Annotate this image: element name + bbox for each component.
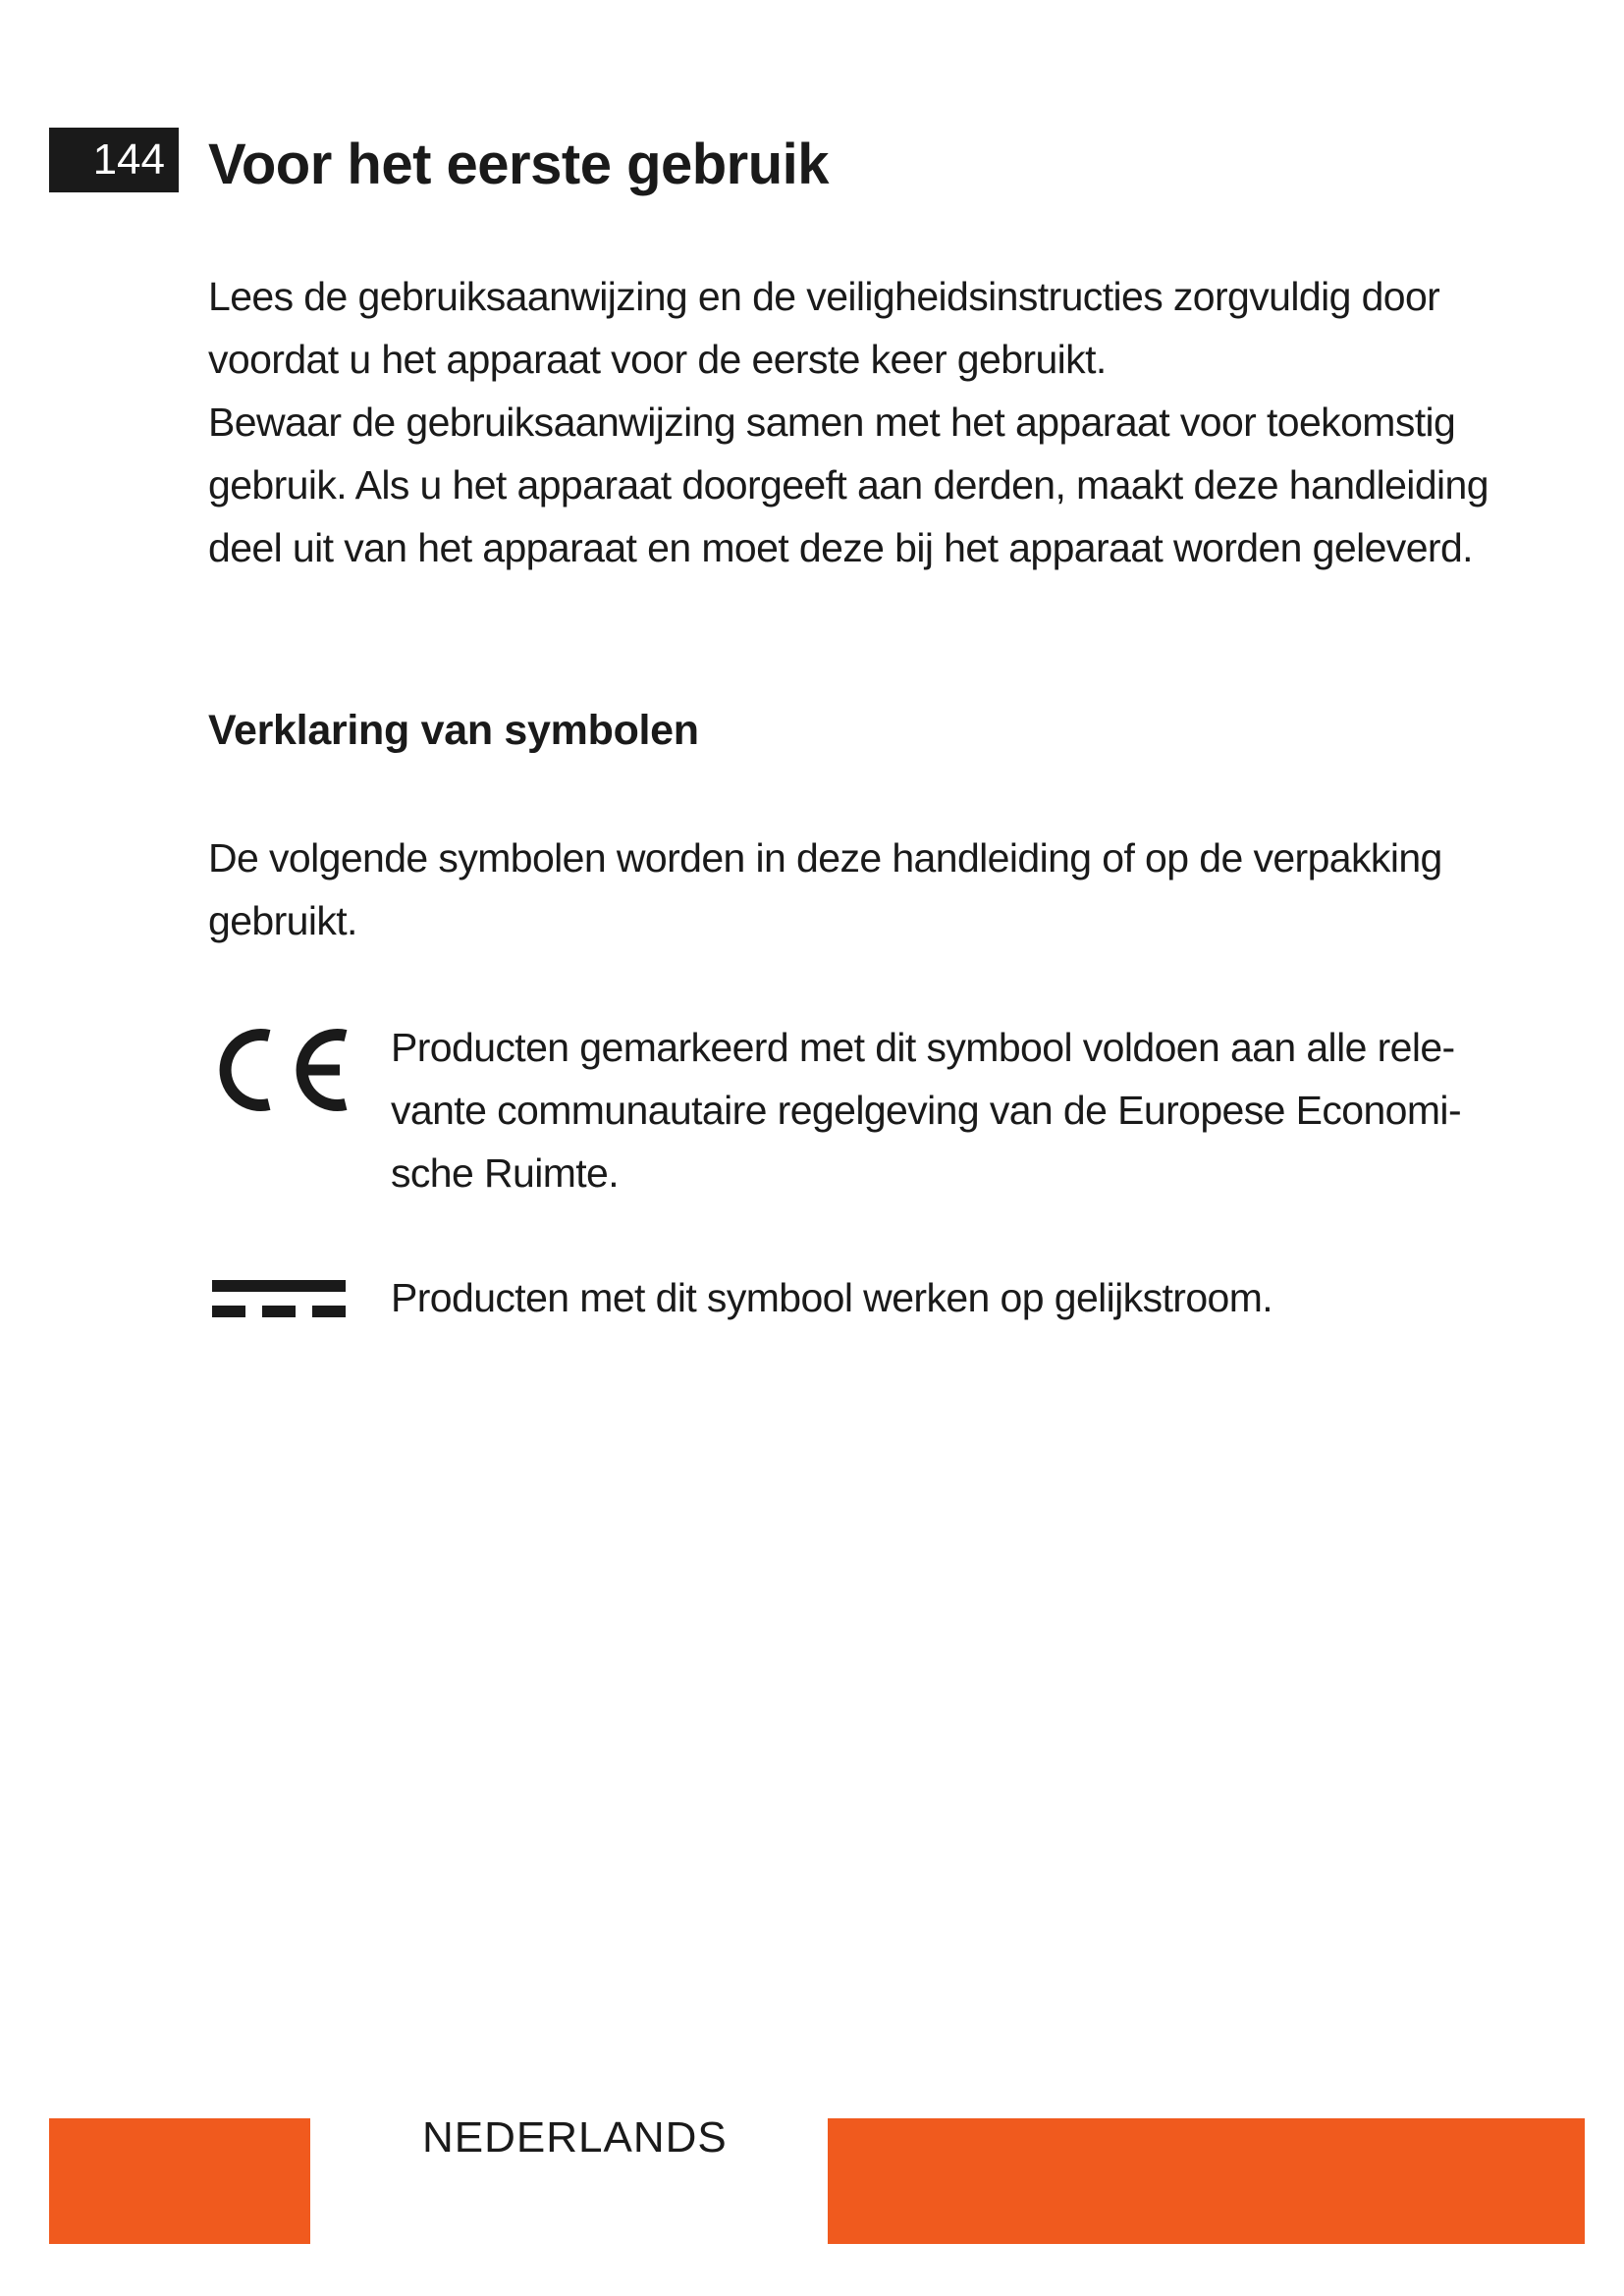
footer-language-label: NEDERLANDS <box>422 2113 728 2162</box>
ce-description-line-1: Producten gemarkeerd met dit symbool voldoen aan alle rele- <box>391 1025 1455 1070</box>
intro-paragraph-2: Bewaar de gebruiksaanwijzing samen met het apparaat voor toekomstig gebruik. Als u het apparaat doorgeeft aan derden, maakt deze handleiding deel uit van het apparaat en moet deze bij het apparaat worden geleverd. <box>208 400 1489 570</box>
section-heading-symbols: Verklaring van symbolen <box>208 707 699 754</box>
dc-description: Producten met dit symbool werken op gelijkstroom. <box>391 1275 1273 1320</box>
intro-paragraph-1: Lees de gebruiksaanwijzing en de veiligheidsinstructies zorgvuldig door voordat u het apparaat voor de eerste keer gebruikt. <box>208 274 1440 382</box>
ce-description-line-2: vante communautaire regelgeving van de Europese Economi- <box>391 1088 1461 1133</box>
symbols-intro-text: De volgende symbolen worden in deze handleiding of op de verpakking gebruikt. <box>208 835 1442 943</box>
ce-mark-icon <box>208 1016 355 1124</box>
page-number: 144 <box>49 128 179 192</box>
intro-text <box>208 265 1524 579</box>
footer-accent-bar-right <box>828 2118 1585 2244</box>
footer-accent-bar-left <box>49 2118 310 2244</box>
direct-current-icon <box>208 1266 355 1374</box>
ce-description-line-3: sche Ruimte. <box>391 1150 620 1196</box>
page-title: Voor het eerste gebruik <box>208 133 830 196</box>
ce-mark-description <box>391 1016 1624 1204</box>
